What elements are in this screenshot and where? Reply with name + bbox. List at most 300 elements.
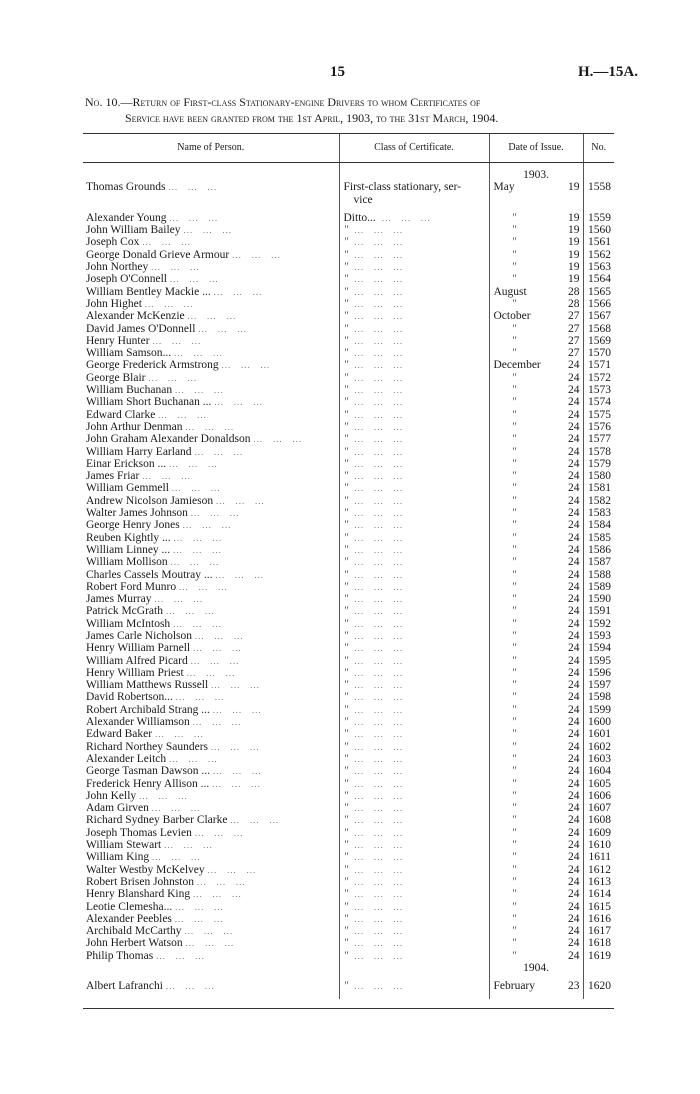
- person-name: James Friar: [86, 470, 140, 483]
- table-row-continuation: [83, 194, 614, 206]
- person-name: Walter Westby McKelvey: [86, 863, 205, 876]
- certificate-number: 1558: [583, 181, 614, 193]
- certificate-class: ″: [343, 408, 349, 421]
- bottom-rule: [83, 1008, 614, 1009]
- issue-day: 24: [568, 875, 580, 888]
- table-row: Leotie Clemesha... ... ... ... ″ ... ... ... ″ 24 1615: [83, 901, 614, 913]
- table-row: George Donald Grieve Armour ... ... ... ″ ... ... ... ″ 19 1562: [83, 249, 614, 261]
- table-row: Edward Clarke ... ... ... ″ ... ... ... ″ 24 1575: [83, 409, 614, 421]
- certificate-number: 1584: [583, 519, 614, 531]
- issue-month: ″: [489, 716, 551, 728]
- person-name: John Northey: [86, 261, 149, 274]
- issue-day: 24: [568, 580, 580, 593]
- certificate-class: ″: [343, 396, 349, 409]
- certificate-class: ″: [343, 900, 349, 913]
- issue-day: 24: [568, 937, 580, 950]
- table-row: Joseph Cox ... ... ... ″ ... ... ... ″ 19 1561: [83, 236, 614, 248]
- person-name: Richard Northey Saunders: [86, 740, 208, 753]
- person-name: William Matthews Russell: [86, 679, 209, 692]
- issue-day: 24: [568, 359, 580, 372]
- table-row: Frederick Henry Allison ... ... ... ... ″ ... ... ... ″ 24 1605: [83, 778, 614, 790]
- certificate-number: 1611: [583, 851, 614, 863]
- issue-month: ″: [489, 925, 551, 937]
- certificate-number: 1612: [583, 864, 614, 876]
- issue-day: 24: [568, 433, 580, 446]
- issue-month: ″: [489, 458, 551, 470]
- certificate-number: 1574: [583, 396, 614, 408]
- certificate-class: ″: [343, 420, 349, 433]
- table-row: Charles Cassels Moutray ... ... ... ... ″ ... ... ... ″ 24 1588: [83, 569, 614, 581]
- certificate-class: ″: [343, 679, 349, 692]
- issue-month: ″: [489, 372, 551, 384]
- certificate-number: 1561: [583, 236, 614, 248]
- table-row: Alexander Young ... ... ... Ditto... ... ... ... ″ 19 1559: [83, 212, 614, 224]
- person-name: William Samson...: [86, 347, 172, 360]
- certificate-number: 1576: [583, 421, 614, 433]
- issue-month: ″: [489, 519, 551, 531]
- issue-day: 24: [568, 371, 580, 384]
- issue-month: ″: [489, 888, 551, 900]
- certificate-class: ″: [343, 925, 349, 938]
- person-name: William Buchanan: [86, 384, 173, 397]
- certificate-number: 1601: [583, 728, 614, 740]
- certificate-class: ″: [343, 384, 349, 397]
- table-row: John Arthur Denman ... ... ... ″ ... ... ... ″ 24 1576: [83, 421, 614, 433]
- table-row: Henry Blanshard King ... ... ... ″ ... ... ... ″ 24 1614: [83, 888, 614, 900]
- issue-day: 24: [568, 482, 580, 495]
- table-row: David Robertson... ... ... ... ″ ... ... ... ″ 24 1598: [83, 691, 614, 703]
- certificate-class: ″: [343, 445, 349, 458]
- issue-month: ″: [489, 937, 551, 949]
- issue-day: 24: [568, 408, 580, 421]
- certificate-number: 1617: [583, 925, 614, 937]
- certificate-class: ″: [343, 359, 349, 372]
- certificate-class: ″: [343, 912, 349, 925]
- person-name: John Highet: [86, 297, 142, 310]
- table-row: Richard Sydney Barber Clarke ... ... ... ″ ... ... ... ″ 24 1608: [83, 814, 614, 826]
- issue-month: ″: [489, 790, 551, 802]
- table-row: Alexander Peebles ... ... ... ″ ... ... ... ″ 24 1616: [83, 913, 614, 925]
- table-row: William Short Buchanan ... ... ... ... ″ ... ... ... ″ 24 1574: [83, 396, 614, 408]
- person-name: Alexander Peebles: [86, 912, 172, 925]
- certificate-number: 1602: [583, 741, 614, 753]
- certificate-class: ″: [343, 629, 349, 642]
- person-name: William Gemmell: [86, 482, 169, 495]
- certificate-class: ″: [343, 752, 349, 765]
- certificate-number: 1619: [583, 950, 614, 962]
- certificate-class: ″: [343, 839, 349, 852]
- issue-month: ″: [489, 544, 551, 556]
- person-name: William McIntosh: [86, 617, 171, 630]
- certificate-number: 1595: [583, 655, 614, 667]
- person-name: Albert Lafranchi: [86, 980, 163, 993]
- certificate-number: 1564: [583, 273, 614, 285]
- table-row: Edward Baker ... ... ... ″ ... ... ... ″ 24 1601: [83, 728, 614, 740]
- person-name: Henry Blanshard King: [86, 888, 191, 901]
- certificate-class: ″: [343, 875, 349, 888]
- person-name: Henry Hunter: [86, 334, 150, 347]
- issue-day: 28: [568, 297, 580, 310]
- person-name: Adam Girven: [86, 802, 149, 815]
- person-name: William Alfred Picard: [86, 654, 188, 667]
- issue-month: ″: [489, 212, 551, 224]
- table-row: James Carle Nicholson ... ... ... ″ ... ... ... ″ 24 1593: [83, 630, 614, 642]
- table-header-row: [83, 134, 614, 163]
- issue-month: ″: [489, 728, 551, 740]
- certificate-class: ″: [343, 261, 349, 274]
- person-name: William Short Buchanan ...: [86, 396, 212, 409]
- certificate-number: 1608: [583, 814, 614, 826]
- certificate-number: 1566: [583, 298, 614, 310]
- person-name: Alexander Williamson: [86, 716, 190, 729]
- certificate-class-continued: vice: [339, 194, 489, 206]
- table-row: Walter Westby McKelvey ... ... ... ″ ... ... ... ″ 24 1612: [83, 864, 614, 876]
- issue-month: ″: [489, 839, 551, 851]
- person-name: Thomas Grounds: [86, 181, 166, 194]
- issue-day: 24: [568, 949, 580, 962]
- certificate-number: 1609: [583, 827, 614, 839]
- table-row: George Tasman Dawson ... ... ... ... ″ ... ... ... ″ 24 1604: [83, 765, 614, 777]
- table-row: Albert Lafranchi ... ... ... ″ ... ... ... February 23 1620: [83, 980, 614, 992]
- certificate-number: 1614: [583, 888, 614, 900]
- certificate-class: ″: [343, 273, 349, 286]
- issue-day: 24: [568, 593, 580, 606]
- person-name: George Frederick Armstrong: [86, 359, 219, 372]
- certificate-class: ″: [343, 334, 349, 347]
- issue-day: 24: [568, 507, 580, 520]
- table-row: Archibald McCarthy ... ... ... ″ ... ... ... ″ 24 1617: [83, 925, 614, 937]
- issue-day: 19: [568, 236, 580, 249]
- certificate-class: ″: [343, 236, 349, 249]
- certificate-number: 1575: [583, 409, 614, 421]
- issue-day: 24: [568, 716, 580, 729]
- person-name: Joseph Cox: [86, 236, 140, 249]
- certificate-number: 1599: [583, 704, 614, 716]
- table-row: Henry Hunter ... ... ... ″ ... ... ... ″ 27 1569: [83, 335, 614, 347]
- certificate-class: ″: [343, 740, 349, 753]
- certificate-class: ″: [343, 716, 349, 729]
- year-label: 1904.: [489, 962, 583, 974]
- issue-month: February: [489, 980, 551, 992]
- issue-day: 23: [568, 980, 580, 993]
- issue-day: 24: [568, 777, 580, 790]
- issue-day: 24: [568, 568, 580, 581]
- person-name: Walter James Johnson: [86, 507, 188, 520]
- certificate-number: 1580: [583, 470, 614, 482]
- issue-month: August: [489, 286, 551, 298]
- issue-month: ″: [489, 224, 551, 236]
- table-row: Patrick McGrath ... ... ... ″ ... ... ... ″ 24 1591: [83, 605, 614, 617]
- person-name: Henry William Priest: [86, 666, 184, 679]
- certificate-number: 1588: [583, 569, 614, 581]
- issue-day: 24: [568, 445, 580, 458]
- issue-day: 24: [568, 617, 580, 630]
- issue-month: ″: [489, 446, 551, 458]
- issue-month: ″: [489, 433, 551, 445]
- table-row: Alexander Leitch ... ... ... ″ ... ... ... ″ 24 1603: [83, 753, 614, 765]
- person-name: Joseph Thomas Levien: [86, 826, 192, 839]
- certificate-class: ″: [343, 322, 349, 335]
- certificate-class: ″: [343, 310, 349, 323]
- certificate-number: 1582: [583, 495, 614, 507]
- certificate-class: ″: [343, 691, 349, 704]
- issue-day: 24: [568, 802, 580, 815]
- issue-day: 24: [568, 543, 580, 556]
- issue-month: ″: [489, 913, 551, 925]
- issue-month: ″: [489, 421, 551, 433]
- table-row: William Harry Earland ... ... ... ″ ... ... ... ″ 24 1578: [83, 446, 614, 458]
- table-row: Henry William Parnell ... ... ... ″ ... ... ... ″ 24 1594: [83, 642, 614, 654]
- person-name: Leotie Clemesha...: [86, 900, 173, 913]
- issue-month: ″: [489, 691, 551, 703]
- issue-month: ″: [489, 236, 551, 248]
- certificate-number: 1562: [583, 249, 614, 261]
- certificate-class: ″: [343, 285, 349, 298]
- issue-month: ″: [489, 249, 551, 261]
- issue-month: ″: [489, 741, 551, 753]
- certificate-number: 1585: [583, 532, 614, 544]
- certificates-table: [83, 133, 614, 999]
- issue-month: ″: [489, 335, 551, 347]
- certificate-number: 1578: [583, 446, 614, 458]
- certificate-number: 1610: [583, 839, 614, 851]
- certificate-class: ″: [343, 470, 349, 483]
- certificate-number: 1594: [583, 642, 614, 654]
- issue-month: ″: [489, 347, 551, 359]
- issue-month: ″: [489, 409, 551, 421]
- table-heading: [85, 94, 615, 126]
- certificate-number: 1590: [583, 593, 614, 605]
- col-date-header: Date of Issue.: [489, 134, 583, 163]
- certificate-class: ″: [343, 728, 349, 741]
- person-name: William Harry Earland: [86, 445, 192, 458]
- issue-day: 24: [568, 728, 580, 741]
- table-row: Joseph O'Connell ... ... ... ″ ... ... ... ″ 19 1564: [83, 273, 614, 285]
- issue-day: 24: [568, 765, 580, 778]
- certificate-class: ″: [343, 980, 349, 993]
- issue-month: ″: [489, 581, 551, 593]
- certificate-number: 1615: [583, 901, 614, 913]
- person-name: Patrick McGrath: [86, 605, 163, 618]
- certificate-class: ″: [343, 371, 349, 384]
- person-name: Robert Archibald Strang ...: [86, 703, 210, 716]
- certificate-number: 1573: [583, 384, 614, 396]
- table-row: John Graham Alexander Donaldson ... ... ... ″ ... ... ... ″ 24 1577: [83, 433, 614, 445]
- certificate-number: 1616: [583, 913, 614, 925]
- table-row: Reuben Kightly ... ... ... ... ″ ... ... ... ″ 24 1585: [83, 532, 614, 544]
- person-name: George Blair: [86, 371, 146, 384]
- certificate-number: 1571: [583, 359, 614, 371]
- person-name: John Herbert Watson: [86, 937, 183, 950]
- issue-day: 24: [568, 420, 580, 433]
- person-name: Alexander Leitch: [86, 752, 167, 765]
- issue-month: ″: [489, 864, 551, 876]
- issue-month: ″: [489, 901, 551, 913]
- table-row: Einar Erickson ... ... ... ... ″ ... ... ... ″ 24 1579: [83, 458, 614, 470]
- issue-day: 24: [568, 789, 580, 802]
- table-row: John Highet ... ... ... ″ ... ... ... ″ 28 1566: [83, 298, 614, 310]
- certificate-class: ″: [343, 789, 349, 802]
- year-row: [83, 169, 614, 181]
- issue-month: ″: [489, 704, 551, 716]
- person-name: Alexander McKenzie: [86, 310, 185, 323]
- person-name: John Kelly: [86, 789, 137, 802]
- table-row: William Gemmell ... ... ... ″ ... ... ... ″ 24 1581: [83, 482, 614, 494]
- certificate-number: 1586: [583, 544, 614, 556]
- certificate-class: ″: [343, 224, 349, 237]
- certificate-number: 1593: [583, 630, 614, 642]
- table-row: Robert Ford Munro ... ... ... ″ ... ... ... ″ 24 1589: [83, 581, 614, 593]
- certificate-class: ″: [343, 248, 349, 261]
- issue-day: 24: [568, 457, 580, 470]
- issue-day: 24: [568, 666, 580, 679]
- issue-month: ″: [489, 679, 551, 691]
- certificate-class: ″: [343, 937, 349, 950]
- person-name: William Stewart: [86, 839, 162, 852]
- issue-day: 24: [568, 605, 580, 618]
- issue-day: 19: [568, 273, 580, 286]
- col-class-header: Class of Certificate.: [339, 134, 489, 163]
- year-label: 1903.: [489, 169, 583, 181]
- table-row: Andrew Nicolson Jamieson ... ... ... ″ ... ... ... ″ 24 1582: [83, 495, 614, 507]
- issue-day: 24: [568, 851, 580, 864]
- certificate-number: 1596: [583, 667, 614, 679]
- table-row: George Blair ... ... ... ″ ... ... ... ″ 24 1572: [83, 372, 614, 384]
- person-name: Reuben Kightly ...: [86, 531, 171, 544]
- issue-month: ″: [489, 470, 551, 482]
- certificate-class: ″: [343, 433, 349, 446]
- certificate-class: ″: [343, 654, 349, 667]
- certificate-number: 1577: [583, 433, 614, 445]
- certificate-class: ″: [343, 863, 349, 876]
- person-name: Richard Sydney Barber Clarke: [86, 814, 228, 827]
- person-name: Charles Cassels Moutray ...: [86, 568, 213, 581]
- issue-month: ″: [489, 753, 551, 765]
- issue-month: ″: [489, 298, 551, 310]
- issue-month: ″: [489, 814, 551, 826]
- page-number: 15: [330, 64, 345, 80]
- issue-day: 24: [568, 752, 580, 765]
- person-name: Henry William Parnell: [86, 642, 191, 655]
- issue-month: ″: [489, 876, 551, 888]
- issue-day: 19: [568, 181, 580, 194]
- issue-month: ″: [489, 778, 551, 790]
- issue-day: 24: [568, 679, 580, 692]
- certificate-class: ″: [343, 507, 349, 520]
- table-row: George Henry Jones ... ... ... ″ ... ... ... ″ 24 1584: [83, 519, 614, 531]
- table-row: William Linney ... ... ... ... ″ ... ... ... ″ 24 1586: [83, 544, 614, 556]
- person-name: Edward Baker: [86, 728, 153, 741]
- certificate-number: 1572: [583, 372, 614, 384]
- person-name: William King: [86, 851, 150, 864]
- issue-month: ″: [489, 618, 551, 630]
- person-name: Robert Brisen Johnston: [86, 875, 194, 888]
- certificate-class: ″: [343, 531, 349, 544]
- table-row: John Herbert Watson ... ... ... ″ ... ... ... ″ 24 1618: [83, 937, 614, 949]
- certificate-number: 1567: [583, 310, 614, 322]
- certificate-number: 1618: [583, 937, 614, 949]
- issue-day: 24: [568, 691, 580, 704]
- table-row: Joseph Thomas Levien ... ... ... ″ ... ... ... ″ 24 1609: [83, 827, 614, 839]
- issue-day: 24: [568, 839, 580, 852]
- issue-month: ″: [489, 950, 551, 962]
- certificate-number: 1600: [583, 716, 614, 728]
- certificate-class: ″: [343, 851, 349, 864]
- issue-day: 27: [568, 347, 580, 360]
- certificate-class: ″: [343, 888, 349, 901]
- issue-day: 24: [568, 912, 580, 925]
- heading-line-1: No. 10.—Return of First-class Stationary-engine Drivers to whom Certificates of: [85, 95, 481, 109]
- table-row: William Bentley Mackie ... ... ... ... ″ ... ... ... August 28 1565: [83, 286, 614, 298]
- issue-month: ″: [489, 273, 551, 285]
- certificate-number: 1592: [583, 618, 614, 630]
- certificate-class: ″: [343, 297, 349, 310]
- certificate-number: 1560: [583, 224, 614, 236]
- issue-day: 27: [568, 322, 580, 335]
- issue-day: 27: [568, 334, 580, 347]
- certificate-class: Ditto...: [343, 211, 376, 224]
- person-name: David James O'Donnell: [86, 322, 196, 335]
- table-row: James Friar ... ... ... ″ ... ... ... ″ 24 1580: [83, 470, 614, 482]
- certificate-class: ″: [343, 457, 349, 470]
- issue-day: 28: [568, 285, 580, 298]
- year-row: [83, 962, 614, 974]
- certificate-number: 1604: [583, 765, 614, 777]
- issue-month: ″: [489, 851, 551, 863]
- table-row: Robert Brisen Johnston ... ... ... ″ ... ... ... ″ 24 1613: [83, 876, 614, 888]
- issue-month: ″: [489, 765, 551, 777]
- issue-month: ″: [489, 655, 551, 667]
- person-name: Joseph O'Connell: [86, 273, 167, 286]
- certificate-number: 1583: [583, 507, 614, 519]
- certificate-number: 1581: [583, 482, 614, 494]
- person-name: William Mollison: [86, 556, 168, 569]
- person-name: Philip Thomas: [86, 949, 154, 962]
- issue-day: 24: [568, 826, 580, 839]
- table-row: John Kelly ... ... ... ″ ... ... ... ″ 24 1606: [83, 790, 614, 802]
- issue-day: 24: [568, 519, 580, 532]
- issue-day: 24: [568, 888, 580, 901]
- issue-month: ″: [489, 569, 551, 581]
- issue-day: 24: [568, 470, 580, 483]
- person-name: James Murray: [86, 593, 152, 606]
- certificate-number: 1605: [583, 778, 614, 790]
- issue-month: ″: [489, 642, 551, 654]
- certificate-class: ″: [343, 593, 349, 606]
- person-name: David Robertson...: [86, 691, 173, 704]
- issue-day: 24: [568, 494, 580, 507]
- table-body: [83, 163, 614, 999]
- certificate-class: ″: [343, 765, 349, 778]
- issue-month: ″: [489, 261, 551, 273]
- table-row: William Matthews Russell ... ... ... ″ ... ... ... ″ 24 1597: [83, 679, 614, 691]
- certificate-number: 1589: [583, 581, 614, 593]
- issue-month: ″: [489, 802, 551, 814]
- person-name: George Henry Jones: [86, 519, 180, 532]
- table-row: George Frederick Armstrong ... ... ... ″ ... ... ... December 24 1571: [83, 359, 614, 371]
- issue-day: 24: [568, 654, 580, 667]
- issue-month: October: [489, 310, 551, 322]
- table-row: William Alfred Picard ... ... ... ″ ... ... ... ″ 24 1595: [83, 655, 614, 667]
- certificate-number: 1597: [583, 679, 614, 691]
- certificate-number: 1613: [583, 876, 614, 888]
- issue-day: 19: [568, 248, 580, 261]
- certificate-class: ″: [343, 543, 349, 556]
- certificate-number: 1569: [583, 335, 614, 347]
- issue-day: 24: [568, 740, 580, 753]
- certificate-number: 1598: [583, 691, 614, 703]
- table-row: William Mollison ... ... ... ″ ... ... ... ″ 24 1587: [83, 556, 614, 568]
